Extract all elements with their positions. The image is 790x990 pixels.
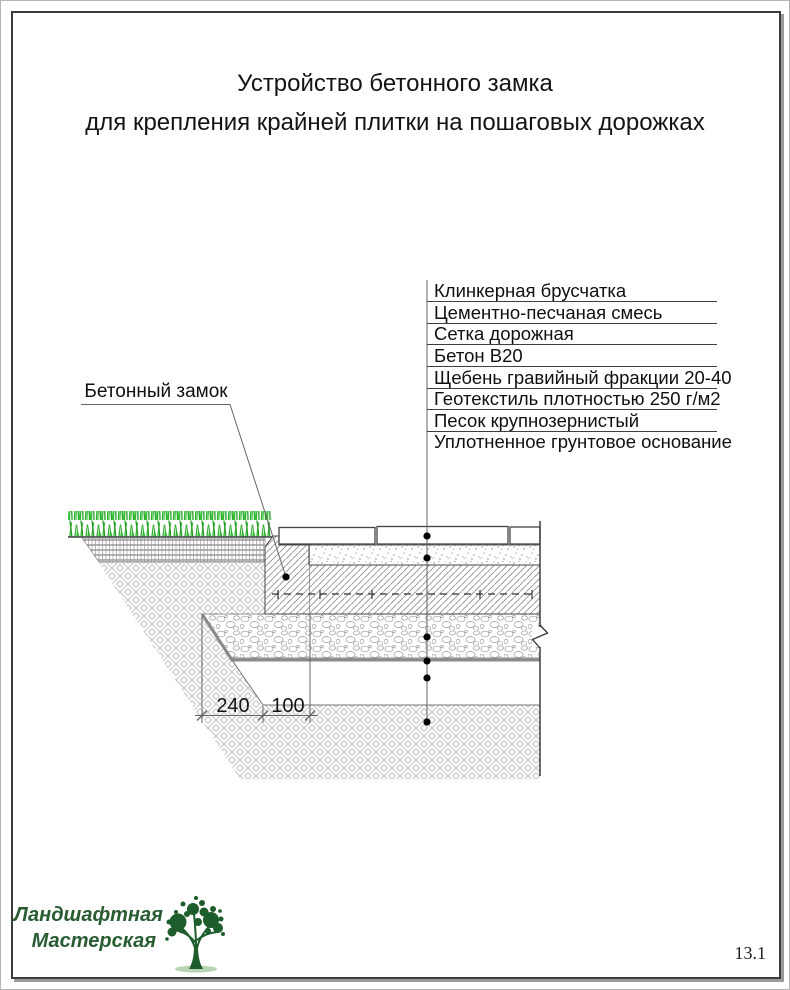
paver-row (279, 527, 540, 545)
logo-line-2: Мастерская (31, 930, 156, 952)
title-line-2: для крепления крайней плитки на пошаговых дорожках (85, 109, 705, 136)
dimension-100: 100 (271, 695, 305, 717)
topsoil-layer (82, 538, 265, 562)
dimension-240: 240 (216, 695, 250, 717)
layer-label-concrete: Бетон В20 (427, 345, 717, 367)
logo-line-1: Ландшафтная (14, 904, 163, 926)
gravel-layer (202, 614, 540, 658)
layer-label-road-mesh: Сетка дорожная (427, 323, 717, 345)
concrete-lock-callout: Бетонный замок (84, 381, 228, 402)
lawn-grass (68, 511, 272, 537)
page-number: 13.1 (734, 943, 766, 963)
title-line-1: Устройство бетонного замка (237, 70, 553, 97)
tree-logo (165, 896, 225, 973)
cement-sand-layer (310, 545, 541, 565)
layer-label-gravel: Щебень гравийный фракции 20-40 (427, 367, 717, 389)
layer-label-pavers: Клинкерная брусчатка (427, 280, 717, 302)
layer-label-base: Уплотненное грунтовое основание (434, 431, 732, 452)
logo-text (14, 902, 163, 954)
layer-label-geotextile: Геотекстиль плотностью 250 г/м2 (427, 388, 717, 410)
layer-label-cement-sand: Цементно-песчаная смесь (427, 302, 717, 324)
layer-label-sand: Песок крупнозернистый (427, 410, 717, 432)
